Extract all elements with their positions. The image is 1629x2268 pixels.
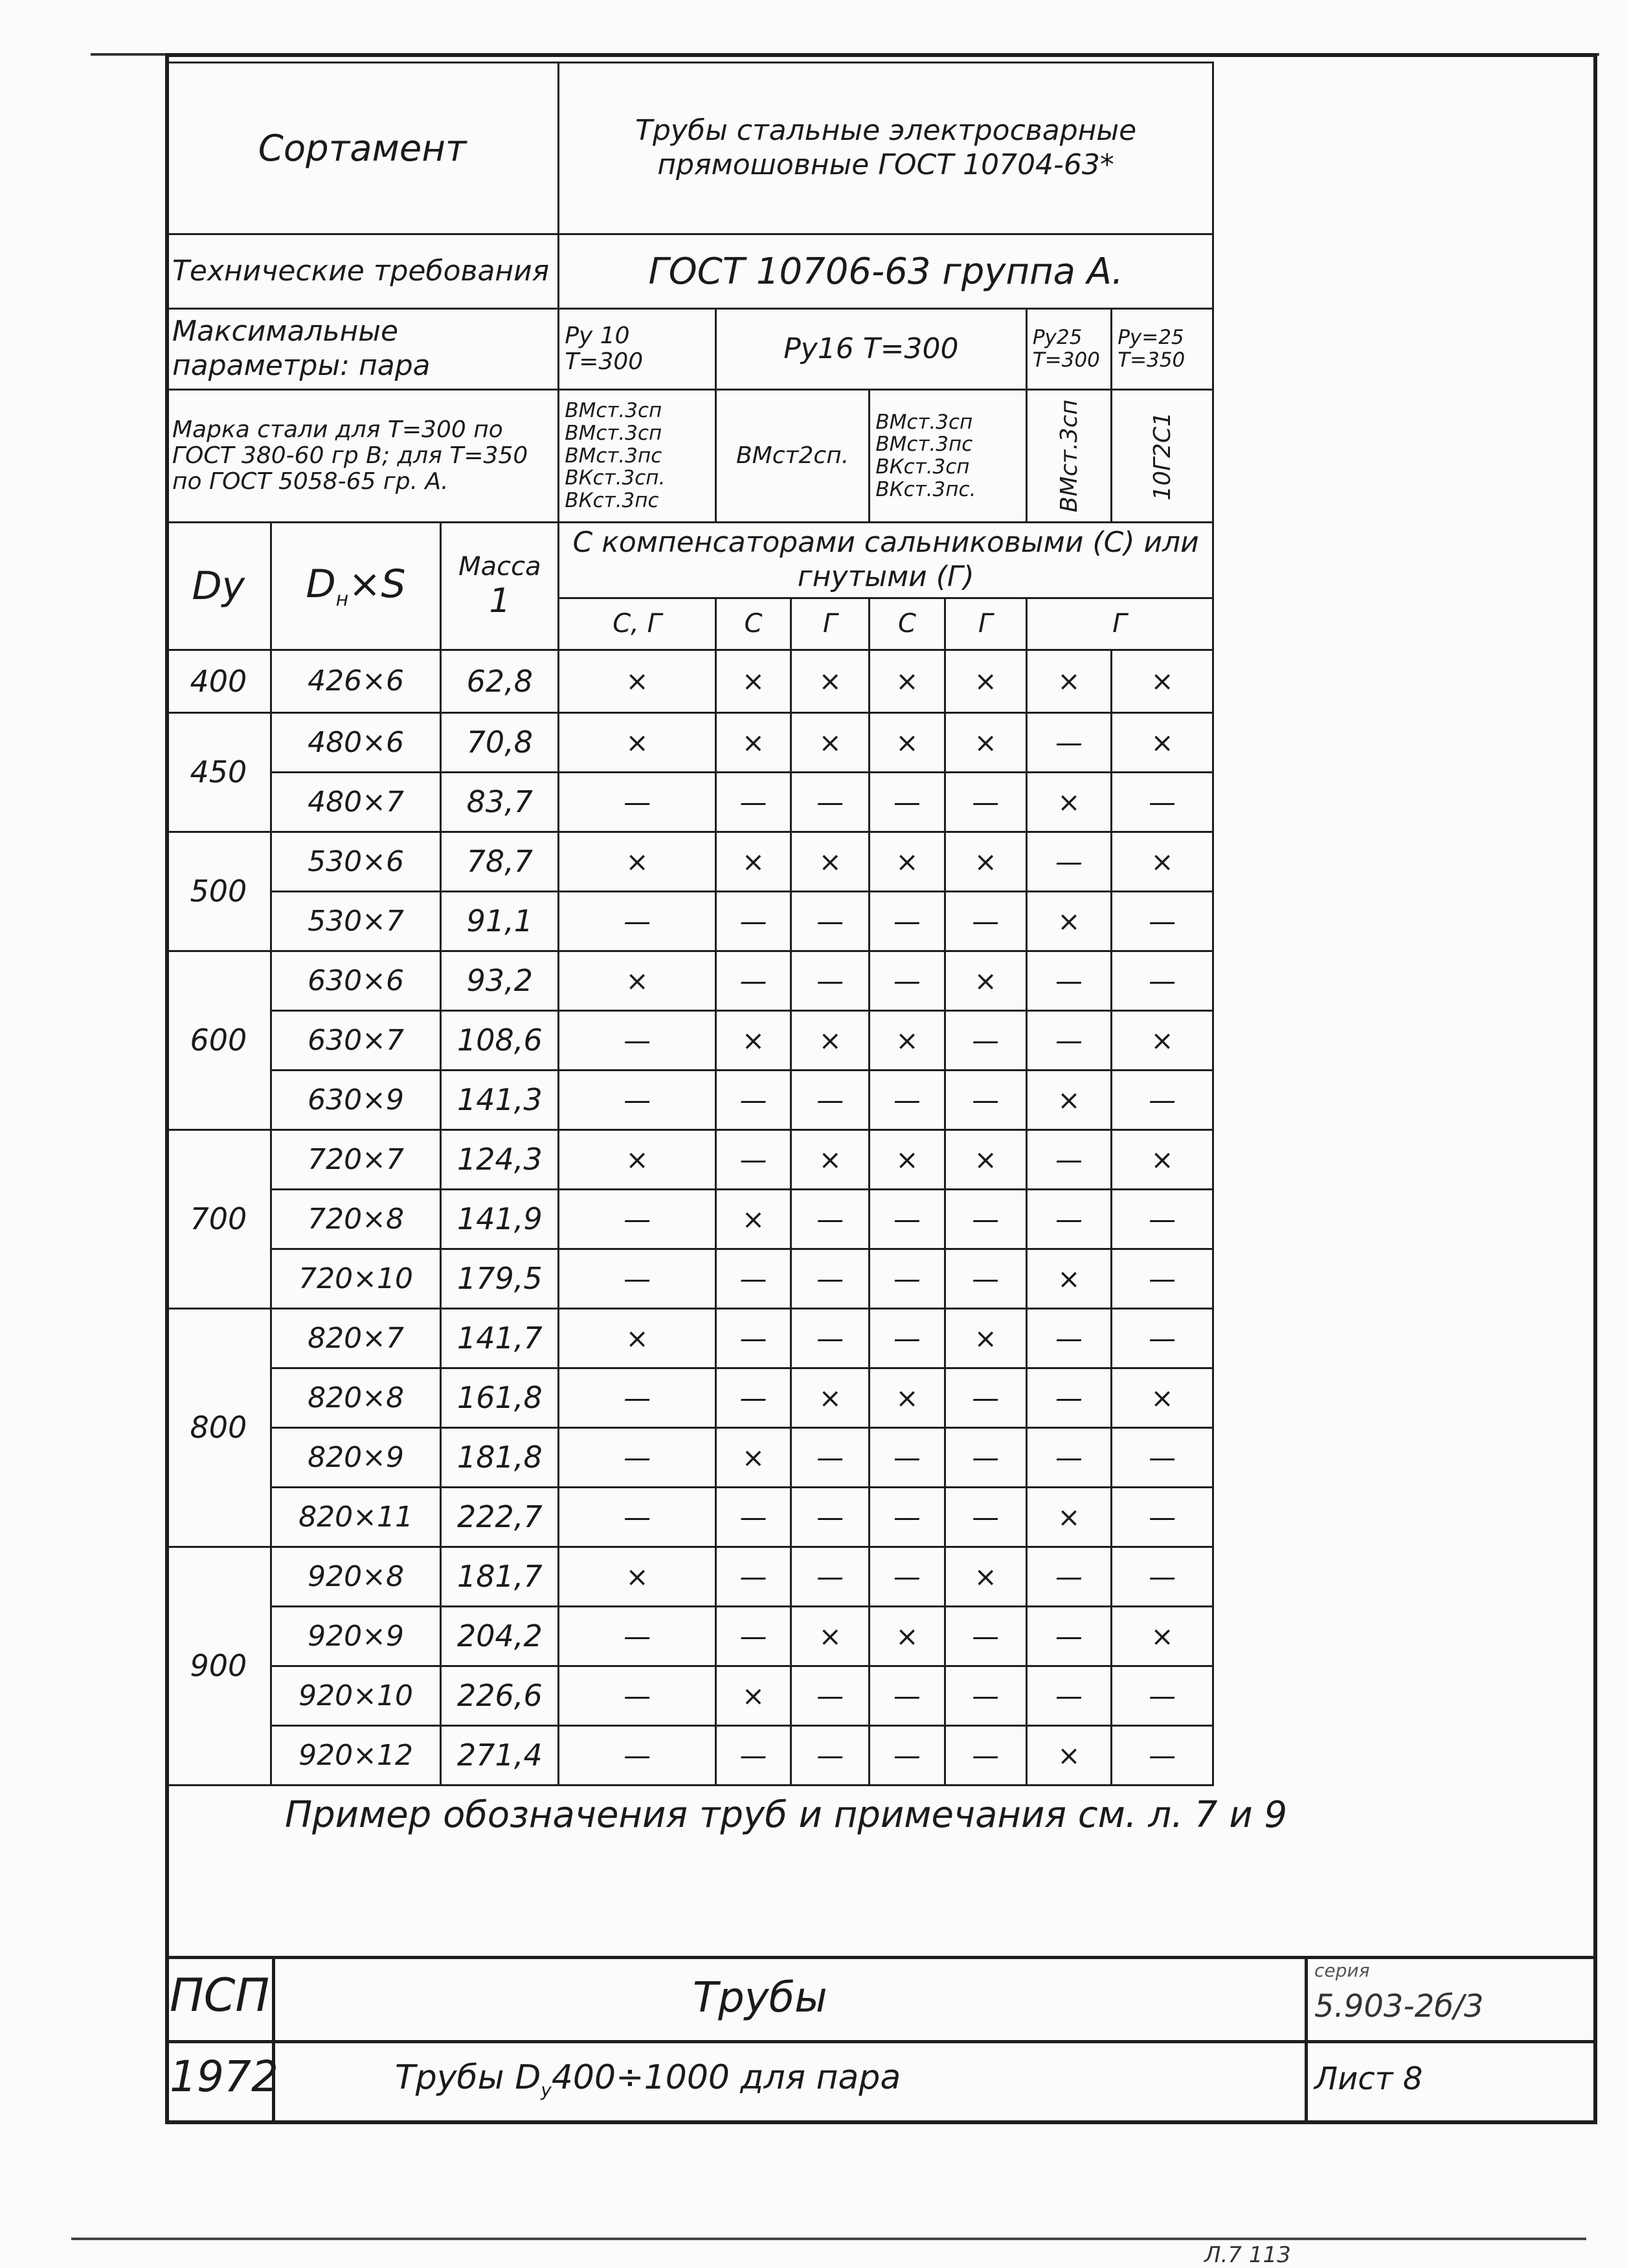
mark-cell: ×: [791, 1129, 870, 1189]
col-header-dn-s: $D_н\times S$: [271, 523, 441, 650]
title-block-mid-rule: [165, 2040, 1597, 2043]
mark-cell: ×: [945, 1547, 1026, 1606]
size-cell: 480×6: [271, 712, 441, 772]
mark-cell: —: [1112, 1725, 1213, 1785]
mass-cell: 161,8: [441, 1368, 559, 1427]
mark-cell: ×: [945, 951, 1026, 1010]
mark-cell: ×: [945, 650, 1026, 712]
dy-cell: 700: [166, 1129, 271, 1308]
mark-cell: —: [791, 1427, 870, 1487]
mark-cell: —: [945, 1487, 1026, 1547]
mark-cell: ×: [715, 712, 791, 772]
mark-cell: —: [791, 1189, 870, 1249]
mass-cell: 70,8: [441, 712, 559, 772]
mark-cell: —: [791, 772, 870, 832]
mark-cell: ×: [715, 832, 791, 891]
size-cell: 426×6: [271, 650, 441, 712]
mass-cell: 78,7: [441, 832, 559, 891]
mark-cell: ×: [791, 712, 870, 772]
steel-grade-label: Марка стали для Т=300 по ГОСТ 380-60 гр В; для Т=350 по ГОСТ 5058-65 гр. А.: [166, 390, 559, 523]
mass-cell: 141,3: [441, 1070, 559, 1129]
mark-cell: ×: [715, 1189, 791, 1249]
bottom-rule: [71, 2238, 1586, 2240]
mass-cell: 91,1: [441, 891, 559, 951]
mark-cell: —: [945, 1606, 1026, 1666]
mark-cell: —: [1026, 951, 1111, 1010]
mark-cell: —: [791, 1070, 870, 1129]
mark-cell: —: [1112, 1427, 1213, 1487]
mark-cell: —: [559, 772, 716, 832]
mark-cell: ×: [791, 650, 870, 712]
table-row: [166, 1368, 1213, 1427]
dy-cell: 400: [166, 650, 271, 712]
table-row: [166, 1070, 1213, 1129]
mark-cell: ×: [559, 650, 716, 712]
mark-cell: ×: [870, 1010, 945, 1070]
mark-cell: —: [870, 1547, 945, 1606]
sheet-subtitle: Трубы $D_у400\div 1000$ для пара: [395, 2058, 901, 2101]
mark-cell: —: [559, 1189, 716, 1249]
mark-cell: —: [870, 1189, 945, 1249]
mark-cell: —: [945, 1010, 1026, 1070]
table-row: [166, 1249, 1213, 1308]
year: 1972: [170, 2052, 278, 2102]
mark-cell: —: [559, 1487, 716, 1547]
mass-cell: 124,3: [441, 1129, 559, 1189]
size-cell: 530×6: [271, 832, 441, 891]
mark-cell: ×: [1026, 891, 1111, 951]
mark-cell: ×: [1026, 1487, 1111, 1547]
mark-cell: —: [1112, 1070, 1213, 1129]
mark-cell: —: [870, 772, 945, 832]
param-py25-300: Py25 T=300: [1026, 309, 1111, 390]
size-cell: 920×8: [271, 1547, 441, 1606]
mark-cell: —: [715, 1725, 791, 1785]
mark-cell: —: [715, 1487, 791, 1547]
sub-header-sg: С, Г: [559, 598, 716, 650]
table-row: [166, 772, 1213, 832]
mark-cell: —: [715, 1070, 791, 1129]
page-mark: Л.7 113: [1204, 2242, 1291, 2268]
mark-cell: —: [1112, 1487, 1213, 1547]
steel-grade-py25-300: ВМст.3сп: [1026, 390, 1111, 523]
mark-cell: —: [945, 891, 1026, 951]
size-cell: 480×7: [271, 772, 441, 832]
mark-cell: —: [1026, 1606, 1111, 1666]
table-row: [166, 1189, 1213, 1249]
mark-cell: —: [559, 1249, 716, 1308]
mark-cell: ×: [1026, 650, 1111, 712]
mark-cell: —: [791, 1725, 870, 1785]
table-row: [166, 650, 1213, 712]
mark-cell: —: [715, 891, 791, 951]
mark-cell: —: [559, 1725, 716, 1785]
mark-cell: —: [870, 951, 945, 1010]
mark-cell: ×: [870, 1606, 945, 1666]
mark-cell: —: [715, 1129, 791, 1189]
mark-cell: —: [870, 1249, 945, 1308]
mass-cell: 93,2: [441, 951, 559, 1010]
designation-note: Пример обозначения труб и примечания см. л. 7 и 9: [285, 1794, 1288, 1836]
tech-requirements-label: Технические требования: [166, 234, 559, 309]
mark-cell: ×: [1026, 772, 1111, 832]
mark-cell: ×: [715, 1010, 791, 1070]
size-cell: 920×12: [271, 1725, 441, 1785]
title-block-top-rule: [165, 1956, 1597, 1959]
mark-cell: —: [791, 891, 870, 951]
mass-cell: 181,8: [441, 1427, 559, 1487]
mark-cell: —: [559, 1070, 716, 1129]
mark-cell: —: [1026, 1427, 1111, 1487]
size-cell: 820×8: [271, 1368, 441, 1427]
mass-cell: 141,7: [441, 1308, 559, 1368]
sub-header-g3: Г: [1026, 598, 1213, 650]
mass-cell: 222,7: [441, 1487, 559, 1547]
mark-cell: —: [1026, 832, 1111, 891]
size-cell: 630×9: [271, 1070, 441, 1129]
col-header-dy: Dу: [166, 523, 271, 650]
mark-cell: —: [715, 1368, 791, 1427]
mass-cell: 181,7: [441, 1547, 559, 1606]
mark-cell: —: [1026, 1308, 1111, 1368]
sub-header-s2: С: [870, 598, 945, 650]
dy-cell: 800: [166, 1308, 271, 1547]
dy-cell: 600: [166, 951, 271, 1129]
steel-grade-py16-b: ВМст.3сп ВМст.3пс ВКст.3сп ВКст.3пс.: [870, 390, 1027, 523]
mark-cell: —: [945, 1249, 1026, 1308]
mark-cell: ×: [715, 1666, 791, 1725]
mark-cell: ×: [791, 832, 870, 891]
mark-cell: —: [1026, 1189, 1111, 1249]
mark-cell: —: [1112, 1249, 1213, 1308]
table-row: [166, 1487, 1213, 1547]
mark-cell: —: [1112, 951, 1213, 1010]
org-abbrev: ПСП: [170, 1969, 270, 2022]
mark-cell: —: [559, 891, 716, 951]
size-cell: 820×7: [271, 1308, 441, 1368]
mark-cell: —: [791, 1547, 870, 1606]
series-label: серия: [1314, 1960, 1370, 1981]
mark-cell: ×: [559, 712, 716, 772]
mark-cell: ×: [1112, 1010, 1213, 1070]
mark-cell: ×: [1112, 1129, 1213, 1189]
mark-cell: —: [715, 951, 791, 1010]
sheet-title: Трубы: [693, 1974, 827, 2022]
param-py25-350: Py=25 T=350: [1112, 309, 1213, 390]
mass-cell: 83,7: [441, 772, 559, 832]
dy-cell: 450: [166, 712, 271, 832]
mark-cell: ×: [715, 1427, 791, 1487]
mark-cell: —: [870, 891, 945, 951]
mark-cell: —: [559, 1427, 716, 1487]
size-cell: 530×7: [271, 891, 441, 951]
size-cell: 720×7: [271, 1129, 441, 1189]
mark-cell: —: [870, 1308, 945, 1368]
sub-header-g1: Г: [791, 598, 870, 650]
mark-cell: —: [945, 1725, 1026, 1785]
mark-cell: —: [870, 1666, 945, 1725]
size-cell: 920×9: [271, 1606, 441, 1666]
title-block-divider-right: [1305, 1956, 1308, 2124]
mark-cell: —: [559, 1666, 716, 1725]
steel-grade-py10: ВМст.3сп ВМст.3сп ВМст.3пс ВКст.3сп. ВКст.3пс: [559, 390, 716, 523]
mark-cell: ×: [1112, 832, 1213, 891]
steel-grade-py25-350: 10Г2С1: [1112, 390, 1213, 523]
mark-cell: —: [1026, 1547, 1111, 1606]
compensators-header: С компенсаторами сальниковыми (С) или гнутыми (Г): [559, 523, 1213, 598]
size-cell: 820×9: [271, 1427, 441, 1487]
sheet-number: Лист 8: [1314, 2061, 1423, 2097]
mark-cell: ×: [1026, 1725, 1111, 1785]
mark-cell: ×: [945, 1308, 1026, 1368]
dy-cell: 900: [166, 1547, 271, 1785]
mark-cell: —: [945, 1427, 1026, 1487]
mark-cell: ×: [1026, 1070, 1111, 1129]
mark-cell: —: [945, 1070, 1026, 1129]
mark-cell: ×: [559, 951, 716, 1010]
col-header-mass: Масса 1: [441, 523, 559, 650]
mark-cell: ×: [791, 1606, 870, 1666]
size-cell: 720×8: [271, 1189, 441, 1249]
sub-header-g2: Г: [945, 598, 1026, 650]
mark-cell: —: [870, 1070, 945, 1129]
mark-cell: ×: [559, 1547, 716, 1606]
mark-cell: —: [791, 1487, 870, 1547]
mark-cell: —: [715, 1249, 791, 1308]
sub-header-s1: С: [715, 598, 791, 650]
table-row: [166, 1666, 1213, 1725]
mark-cell: ×: [945, 1129, 1026, 1189]
mark-cell: ×: [945, 832, 1026, 891]
mark-cell: ×: [870, 832, 945, 891]
mark-cell: —: [791, 1666, 870, 1725]
mark-cell: ×: [559, 1308, 716, 1368]
mark-cell: ×: [1112, 650, 1213, 712]
mark-cell: —: [1112, 1308, 1213, 1368]
mark-cell: ×: [870, 712, 945, 772]
mark-cell: ×: [559, 1129, 716, 1189]
mass-cell: 108,6: [441, 1010, 559, 1070]
mark-cell: —: [1026, 1368, 1111, 1427]
mass-cell: 226,6: [441, 1666, 559, 1725]
size-cell: 820×11: [271, 1487, 441, 1547]
param-py10: Py 10 T=300: [559, 309, 716, 390]
table-row: [166, 1308, 1213, 1368]
mass-cell: 204,2: [441, 1606, 559, 1666]
mark-cell: —: [791, 1308, 870, 1368]
mass-cell: 62,8: [441, 650, 559, 712]
mark-cell: ×: [1026, 1249, 1111, 1308]
mark-cell: —: [559, 1368, 716, 1427]
assortment-table: [165, 62, 1214, 1786]
mass-cell: 271,4: [441, 1725, 559, 1785]
table-row: [166, 832, 1213, 891]
mark-cell: —: [1026, 1010, 1111, 1070]
table-row: [166, 1606, 1213, 1666]
mark-cell: —: [945, 1189, 1026, 1249]
mark-cell: —: [791, 1249, 870, 1308]
param-py16: Py16 T=300: [715, 309, 1026, 390]
table-row: [166, 1427, 1213, 1487]
mark-cell: —: [1026, 1129, 1111, 1189]
series-code: 5.903-2б/3: [1314, 1988, 1484, 2024]
mark-cell: ×: [870, 1368, 945, 1427]
mark-cell: ×: [945, 712, 1026, 772]
mark-cell: —: [1112, 772, 1213, 832]
sortament-label: Сортамент: [166, 63, 559, 234]
size-cell: 630×7: [271, 1010, 441, 1070]
mark-cell: —: [1112, 891, 1213, 951]
mark-cell: —: [1112, 1189, 1213, 1249]
table-row: [166, 1725, 1213, 1785]
size-cell: 630×6: [271, 951, 441, 1010]
table-row: [166, 1129, 1213, 1189]
sortament-value: Трубы стальные электросварные прямошовные ГОСТ 10704-63*: [559, 63, 1213, 234]
mark-cell: —: [715, 1308, 791, 1368]
mark-cell: —: [715, 1606, 791, 1666]
mark-cell: —: [945, 1368, 1026, 1427]
table-row: [166, 951, 1213, 1010]
mark-cell: —: [1112, 1666, 1213, 1725]
mark-cell: ×: [870, 1129, 945, 1189]
mark-cell: ×: [870, 650, 945, 712]
mark-cell: —: [945, 1666, 1026, 1725]
tech-requirements-value: ГОСТ 10706-63 группа А.: [559, 234, 1213, 309]
mark-cell: —: [1026, 1666, 1111, 1725]
mark-cell: ×: [791, 1010, 870, 1070]
mark-cell: —: [870, 1487, 945, 1547]
mass-cell: 141,9: [441, 1189, 559, 1249]
mark-cell: —: [1026, 712, 1111, 772]
mass-cell: 179,5: [441, 1249, 559, 1308]
table-row: [166, 1010, 1213, 1070]
table-row: [166, 712, 1213, 772]
size-cell: 920×10: [271, 1666, 441, 1725]
mark-cell: —: [870, 1725, 945, 1785]
mark-cell: ×: [559, 832, 716, 891]
mark-cell: ×: [1112, 712, 1213, 772]
mark-cell: —: [870, 1427, 945, 1487]
mark-cell: —: [715, 772, 791, 832]
table-row: [166, 1547, 1213, 1606]
mark-cell: —: [715, 1547, 791, 1606]
mark-cell: —: [559, 1606, 716, 1666]
mark-cell: ×: [791, 1368, 870, 1427]
mark-cell: ×: [1112, 1368, 1213, 1427]
max-params-label: Максимальные параметры: пара: [166, 309, 559, 390]
mark-cell: —: [1112, 1547, 1213, 1606]
mark-cell: —: [559, 1010, 716, 1070]
mark-cell: —: [945, 772, 1026, 832]
steel-grade-py16-a: ВМст2сп.: [715, 390, 869, 523]
mark-cell: —: [791, 951, 870, 1010]
table-row: [166, 891, 1213, 951]
size-cell: 720×10: [271, 1249, 441, 1308]
dy-cell: 500: [166, 832, 271, 951]
mark-cell: ×: [715, 650, 791, 712]
mark-cell: ×: [1112, 1606, 1213, 1666]
